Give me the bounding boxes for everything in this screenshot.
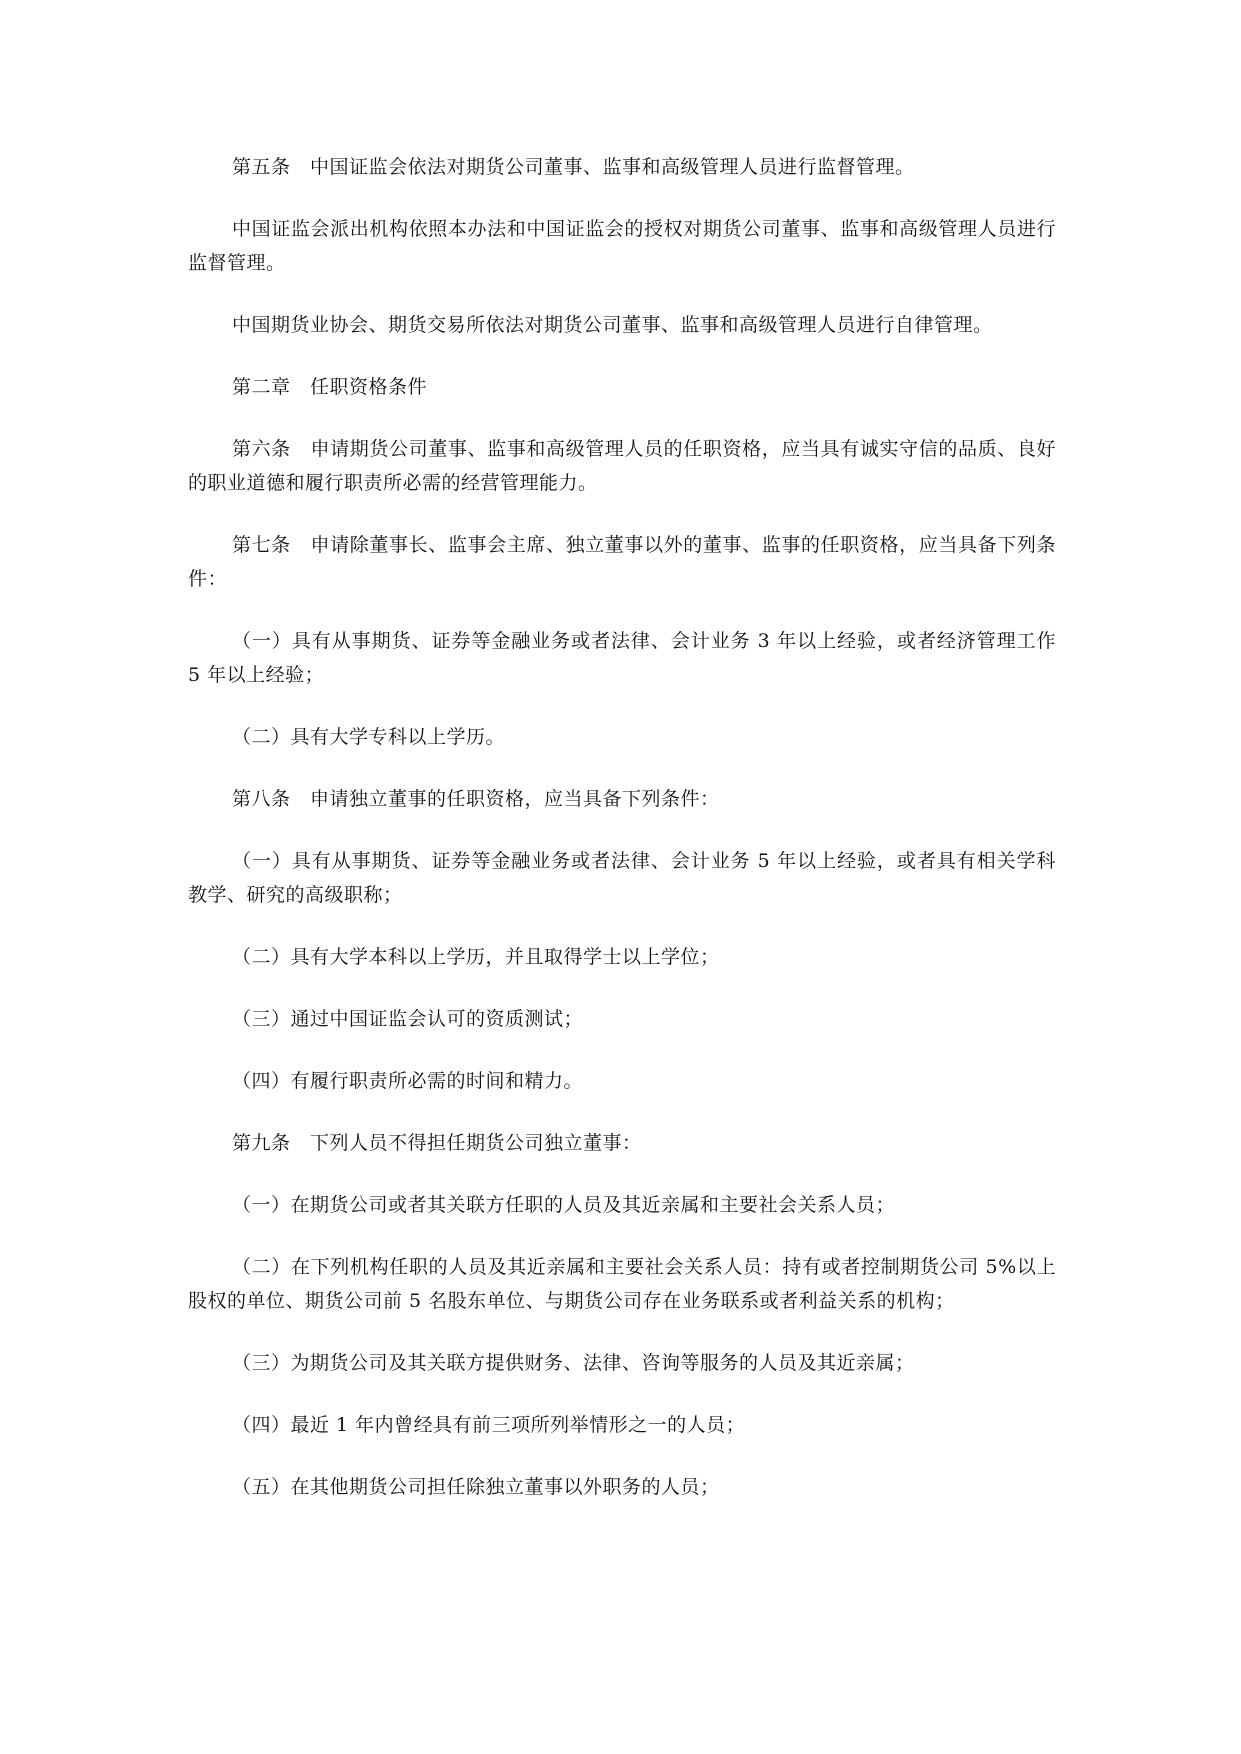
document-body — [188, 150, 1063, 1504]
article-9-item-5: （五）在其他期货公司担任除独立董事以外职务的人员； — [232, 1476, 720, 1498]
article-9: 第九条 下列人员不得担任期货公司独立董事： — [232, 1132, 642, 1154]
article-5-para-3: 中国期货业协会、期货交易所依法对期货公司董事、监事和高级管理人员进行自律管理。 — [232, 314, 993, 336]
article-8-item-4: （四）有履行职责所必需的时间和精力。 — [232, 1070, 584, 1092]
article-5-para-2: 中国证监会派出机构依照本办法和中国证监会的授权对期货公司董事、监事和高级管理人员进行监督管理。 — [188, 218, 1056, 274]
article-8-item-1: （一）具有从事期货、证券等金融业务或者法律、会计业务 5 年以上经验，或者具有相关学科教学、研究的高级职称； — [188, 850, 1056, 906]
article-7: 第七条 申请除董事长、监事会主席、独立董事以外的董事、监事的任职资格，应当具备下列条件： — [188, 534, 1056, 590]
article-7-item-2: （二）具有大学专科以上学历。 — [232, 726, 506, 748]
article-9-item-2: （二）在下列机构任职的人员及其近亲属和主要社会关系人员：持有或者控制期货公司 5%以上股权的单位、期货公司前 5 名股东单位、与期货公司存在业务联系或者利益关系的机构； — [188, 1256, 1056, 1312]
article-9-item-4: （四）最近 1 年内曾经具有前三项所列举情形之一的人员； — [232, 1414, 746, 1436]
article-9-item-1: （一）在期货公司或者其关联方任职的人员及其近亲属和主要社会关系人员； — [232, 1194, 896, 1216]
chapter-2-heading: 第二章 任职资格条件 — [232, 376, 428, 398]
article-5: 第五条 中国证监会依法对期货公司董事、监事和高级管理人员进行监督管理。 — [232, 156, 915, 178]
article-8-item-3: （三）通过中国证监会认可的资质测试； — [232, 1008, 584, 1030]
article-6: 第六条 申请期货公司董事、监事和高级管理人员的任职资格，应当具有诚实守信的品质、良好的职业道德和履行职责所必需的经营管理能力。 — [188, 438, 1056, 494]
article-7-item-1: （一）具有从事期货、证券等金融业务或者法律、会计业务 3 年以上经验，或者经济管理工作 5 年以上经验； — [188, 630, 1063, 686]
article-8: 第八条 申请独立董事的任职资格，应当具备下列条件： — [232, 788, 720, 810]
article-9-item-3: （三）为期货公司及其关联方提供财务、法律、咨询等服务的人员及其近亲属； — [232, 1352, 915, 1374]
article-8-item-2: （二）具有大学本科以上学历，并且取得学士以上学位； — [232, 946, 720, 968]
